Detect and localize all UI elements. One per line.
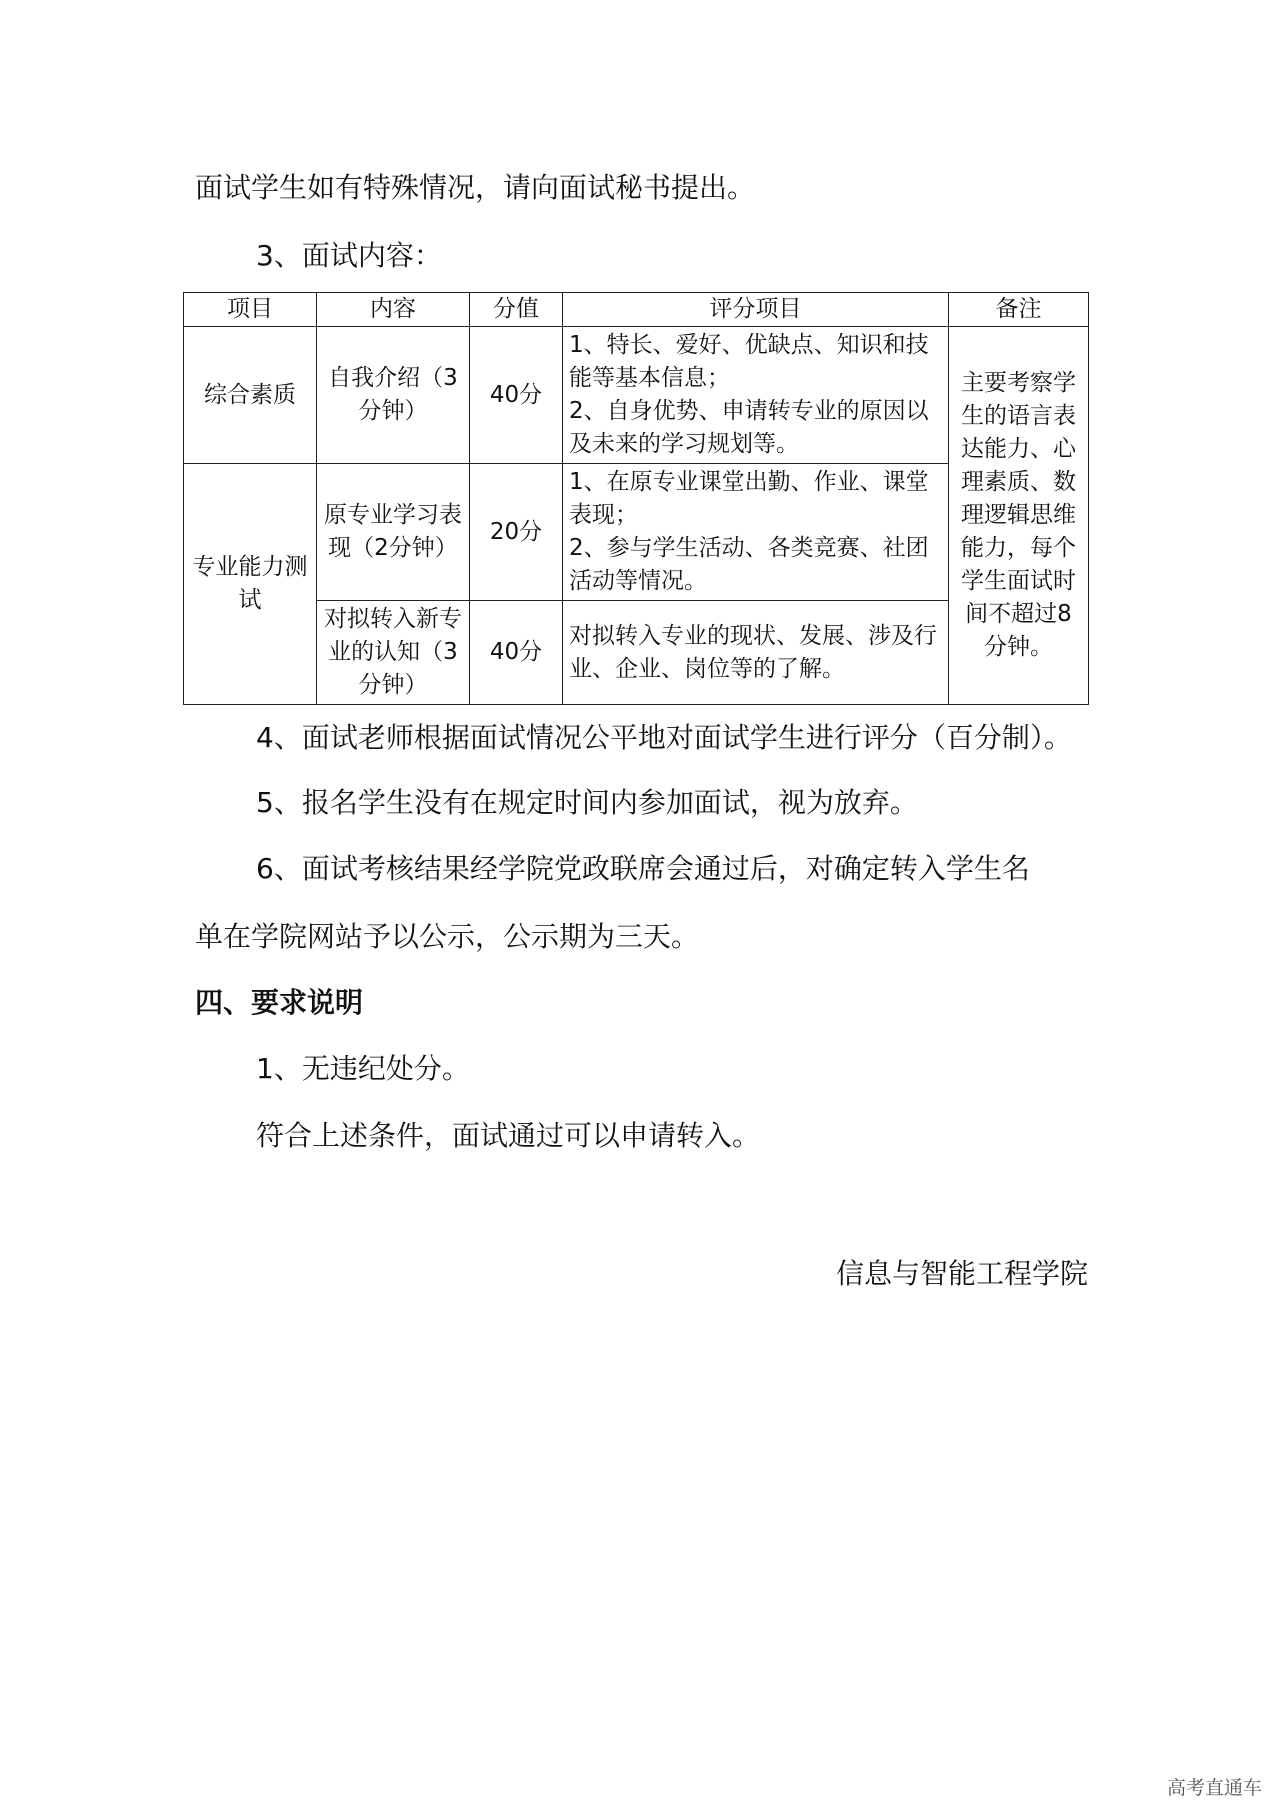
table-cell-score: 40分 [470,327,563,464]
table-header-score: 分值 [470,293,563,327]
interview-content-table [183,292,1089,705]
criteria-item: 1、在原专业课堂出勤、作业、课堂表现； [569,469,929,528]
paragraph-conclusion: 符合上述条件，面试通过可以申请转入。 [256,1119,761,1152]
watermark-text: 高考直通车 [1166,1777,1262,1799]
table-cell-content: 原专业学习表现（2分钟） [317,464,470,601]
table-header-remark: 备注 [949,293,1089,327]
table-cell-category: 专业能力测试 [184,464,317,705]
table-row [184,327,1089,464]
table-cell-category: 综合素质 [184,327,317,464]
paragraph-scoring: 4、面试老师根据面试情况公平地对面试学生进行评分（百分制）。 [256,721,1072,754]
table-cell-criteria [563,327,949,464]
table-header-row [184,293,1089,327]
table-cell-score: 40分 [470,601,563,705]
criteria-item: 2、自身优势、申请转专业的原因以及未来的学习规划等。 [569,398,929,457]
table-cell-criteria [563,464,949,601]
table-header-category: 项目 [184,293,317,327]
table-cell-content: 对拟转入新专业的认知（3分钟） [317,601,470,705]
table-header-criteria: 评分项目 [563,293,949,327]
paragraph-absence: 5、报名学生没有在规定时间内参加面试，视为放弃。 [256,786,918,819]
criteria-item: 1、特长、爱好、优缺点、知识和技能等基本信息； [569,332,929,391]
table-cell-criteria: 对拟转入专业的现状、发展、涉及行业、企业、岗位等的了解。 [563,601,949,705]
paragraph-results-line1: 6、面试考核结果经学院党政联席会通过后，对确定转入学生名 [256,852,1030,885]
paragraph-requirement-1: 1、无违纪处分。 [256,1052,470,1085]
table-cell-remark: 主要考察学生的语言表达能力、心理素质、数理逻辑思维能力，每个学生面试时间不超过8分钟。 [949,327,1089,705]
table-cell-score: 20分 [470,464,563,601]
paragraph-results-line2: 单在学院网站予以公示，公示期为三天。 [195,920,700,953]
table-cell-content: 自我介绍（3分钟） [317,327,470,464]
paragraph-special-circumstances: 面试学生如有特殊情况，请向面试秘书提出。 [195,171,756,204]
signature-college-name: 信息与智能工程学院 [835,1257,1088,1290]
table-header-content: 内容 [317,293,470,327]
criteria-item: 2、参与学生活动、各类竞赛、社团活动等情况。 [569,535,929,594]
section-heading-requirements: 四、要求说明 [195,986,364,1019]
paragraph-interview-content-title: 3、面试内容： [256,239,442,272]
